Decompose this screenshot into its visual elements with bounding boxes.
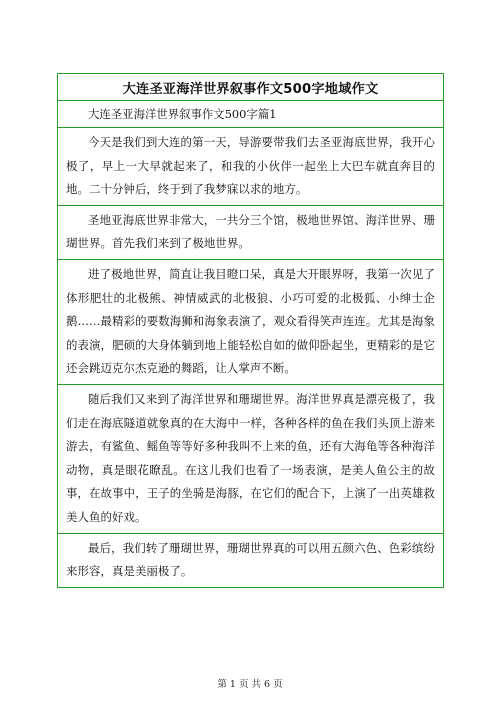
paragraph: 进了极地世界，简直让我目瞪口呆，真是大开眼界呀，我第一次见了体形肥壮的北极熊、神情威武的北极狼、小巧可爱的北极狐、小绅士企鹅……最精彩的要数海狮和海象表演了，观众看得笑声连连。尤其是海象的表演，肥硕的大身体躺到地上能轻松自如的做仰卧起坐，更精彩的是它还会跳迈克尔杰克逊的舞蹈，让人掌声不断。 (66, 266, 435, 376)
document-subtitle: 大连圣亚海洋世界叙事作文500字篇1 (88, 107, 277, 121)
document-title: 大连圣亚海洋世界叙事作文500字地域作文 (122, 81, 379, 97)
paragraph: 今天是我们到大连的第一天，导游要带我们去圣亚海底世界，我开心极了，早上一大早就起来了，和我的小伙伴一起坐上大巴车就直奔目的地。二十分钟后，终于到了我梦寐以求的地方。 (66, 135, 435, 197)
paragraph-row-2 (58, 206, 443, 260)
paragraph-row-3 (58, 260, 443, 385)
page-number-footer: 第 1 页 共 6 页 (217, 679, 283, 690)
paragraph: 圣地亚海底世界非常大，一共分三个馆，极地世界馆、海洋世界、珊瑚世界。首先我们来到了极地世界。 (66, 212, 435, 251)
title-row (58, 74, 443, 101)
paragraph-row-5 (58, 534, 443, 588)
paragraph-row-1 (58, 128, 443, 206)
paragraph-row-4 (58, 385, 443, 534)
paragraph: 随后我们又来到了海洋世界和珊瑚世界。海洋世界真是漂亮极了，我们走在海底隧道就象真的在大海中一样，各种各样的鱼在我们头顶上游来游去，有鲨鱼、鳐鱼等等好多种我叫不上来的鱼，还有大海龟等各种海洋动物，真是眼花瞭乱。在这儿我们也看了一场表演，是美人鱼公主的故事，在故事中，王子的坐骑是海豚，在它们的配合下，上演了一出英雄救美人鱼的好戏。 (66, 391, 435, 524)
paragraph: 最后，我们转了珊瑚世界，珊瑚世界真的可以用五颜六色、色彩缤纷来形容，真是美丽极了。 (66, 540, 435, 579)
subtitle-row (58, 101, 443, 128)
content-table (57, 73, 444, 588)
